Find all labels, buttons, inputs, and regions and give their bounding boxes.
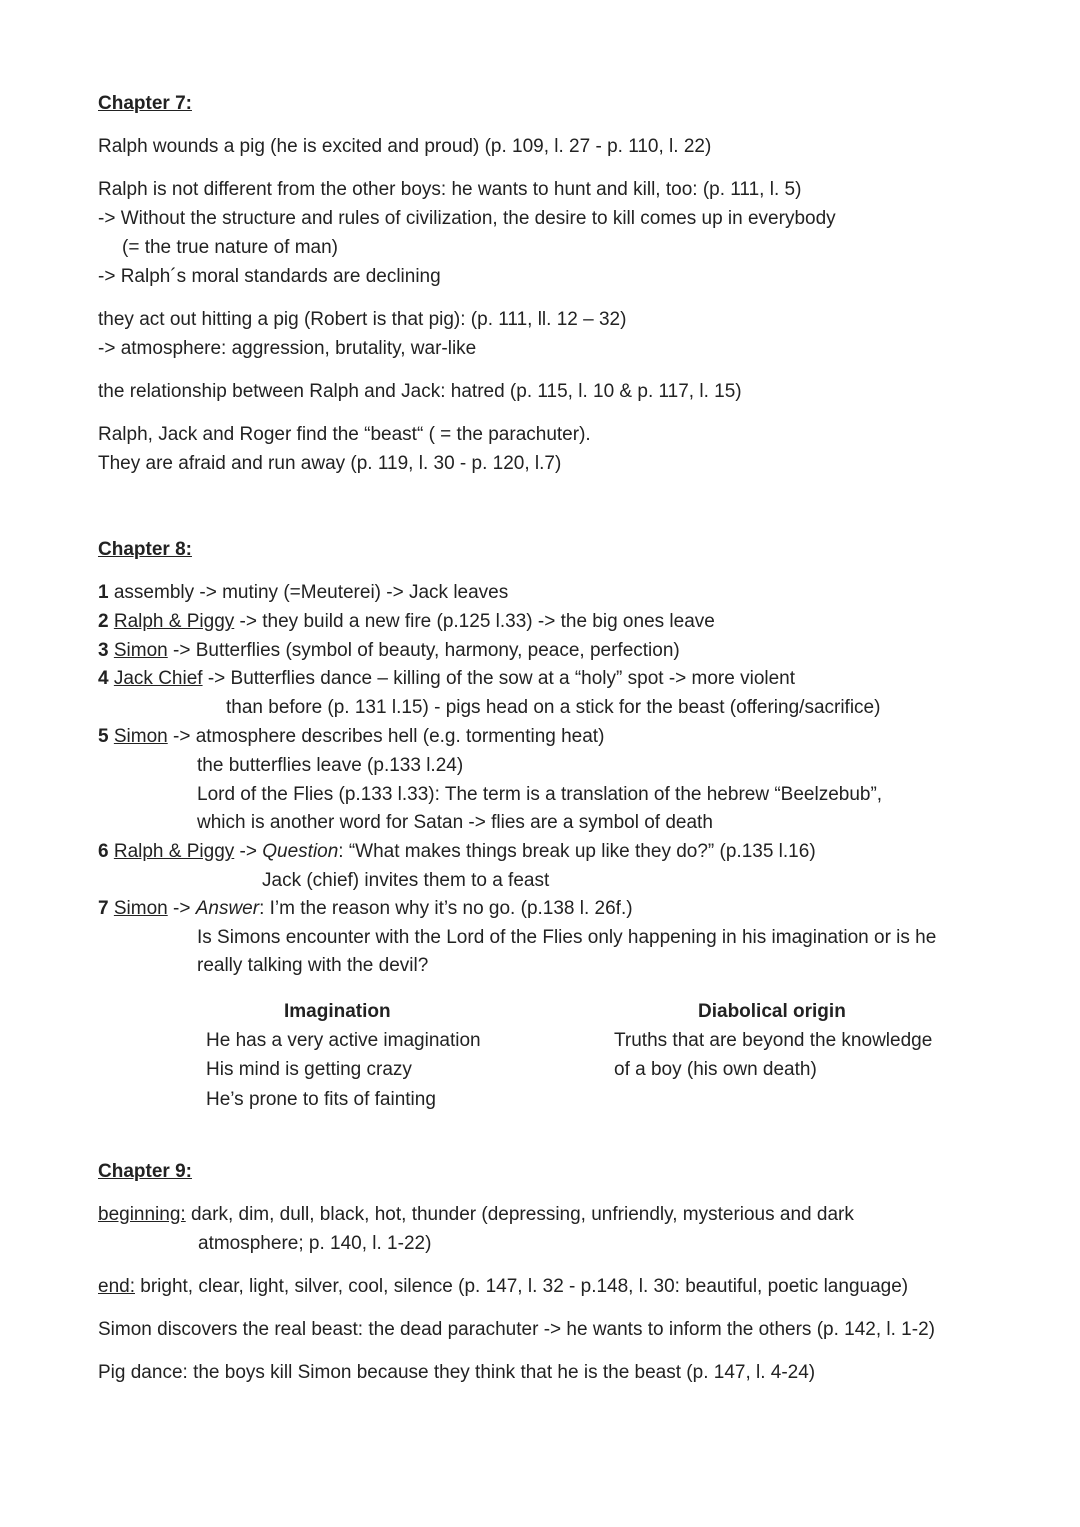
ch7-paragraph: Ralph is not different from the other boys: he wants to hunt and kill, too: (p. 111, l. 5) <box>98 179 802 200</box>
ch8-item-6-continuation: Jack (chief) invites them to a feast <box>262 870 550 891</box>
ch8-item-7-continuation: Is Simons encounter with the Lord of the Flies only happening in his imagination or is he <box>197 927 937 948</box>
ch9-paragraph: Pig dance: the boys kill Simon because they think that he is the beast (p. 147, l. 4-24) <box>98 1362 816 1383</box>
chapter-7-heading: Chapter 7: <box>98 93 192 114</box>
item-number: 6 <box>98 841 109 862</box>
ch8-item-7 <box>98 897 633 921</box>
ch8-item-4-continuation: than before (p. 131 l.15) - pigs head on a stick for the beast (offering/sacrifice) <box>226 697 881 718</box>
ch7-paragraph: Ralph wounds a pig (he is excited and proud) (p. 109, l. 27 - p. 110, l. 22) <box>98 136 712 157</box>
ch7-paragraph: (= the true nature of man) <box>122 237 338 258</box>
item-character: Simon <box>113 898 168 919</box>
ch7-paragraph: -> Ralph´s moral standards are declining <box>98 266 441 287</box>
ch8-item-5-continuation: Lord of the Flies (p.133 l.33): The term is a translation of the hebrew “Beelzebub”, <box>197 784 883 805</box>
item-number: 4 <box>98 668 109 689</box>
ch9-beginning-continuation: atmosphere; p. 140, l. 1-22) <box>198 1233 432 1254</box>
item-text: : “What makes things break up like they do?” (p.135 l.16) <box>338 841 816 862</box>
ch8-item-7-continuation: really talking with the devil? <box>197 955 429 976</box>
item-text: -> Butterflies dance – killing of the sow at a “holy” spot -> more violent <box>202 668 796 689</box>
imagination-heading: Imagination <box>284 1001 391 1022</box>
item-character: Jack Chief <box>113 668 203 689</box>
ch8-item-5-continuation: which is another word for Satan -> flies are a symbol of death <box>197 812 713 833</box>
item-text: assembly -> mutiny (=Meuterei) -> Jack leaves <box>113 582 509 603</box>
item-number: 7 <box>98 898 109 919</box>
item-character: Ralph & Piggy <box>113 611 235 632</box>
ch9-paragraph: Simon discovers the real beast: the dead parachuter -> he wants to inform the others (p. 142, l. 1-2) <box>98 1319 935 1340</box>
item-character: Simon <box>113 640 168 661</box>
diabolical-origin-point: Truths that are beyond the knowledge <box>614 1030 933 1051</box>
ch7-paragraph: They are afraid and run away (p. 119, l. 30 - p. 120, l.7) <box>98 453 562 474</box>
item-label: Question <box>262 841 339 862</box>
item-number: 5 <box>98 726 109 747</box>
ch7-paragraph: the relationship between Ralph and Jack: hatred (p. 115, l. 10 & p. 117, l. 15) <box>98 381 742 402</box>
item-number: 1 <box>98 582 109 603</box>
ch9-end <box>98 1275 908 1299</box>
item-character: Simon <box>113 726 168 747</box>
chapter-8-heading: Chapter 8: <box>98 539 192 560</box>
ch8-item-1 <box>98 581 508 605</box>
diabolical-origin-heading: Diabolical origin <box>698 1001 846 1022</box>
end-text: bright, clear, light, silver, cool, silence (p. 147, l. 32 - p.148, l. 30: beautiful, poetic language) <box>134 1276 909 1297</box>
ch7-paragraph: Ralph, Jack and Roger find the “beast“ ( = the parachuter). <box>98 424 591 445</box>
ch8-item-2 <box>98 610 715 634</box>
ch7-paragraph: -> atmosphere: aggression, brutality, war-like <box>98 338 477 359</box>
item-text: -> Butterflies (symbol of beauty, harmony, peace, perfection) <box>167 640 680 661</box>
item-text: : I’m the reason why it’s no go. (p.138 l. 26f.) <box>259 898 633 919</box>
diabolical-origin-point: of a boy (his own death) <box>614 1059 817 1080</box>
ch7-paragraph: -> Without the structure and rules of civilization, the desire to kill comes up in everybody <box>98 208 836 229</box>
item-text: -> atmosphere describes hell (e.g. tormenting heat) <box>167 726 605 747</box>
ch8-item-3 <box>98 639 680 663</box>
item-number: 2 <box>98 611 109 632</box>
ch9-beginning <box>98 1203 854 1227</box>
item-character: Ralph & Piggy <box>113 841 235 862</box>
imagination-point: His mind is getting crazy <box>206 1059 412 1080</box>
imagination-point: He has a very active imagination <box>206 1030 481 1051</box>
item-label: Answer <box>195 898 260 919</box>
chapter-9-heading: Chapter 9: <box>98 1161 192 1182</box>
end-label: end: <box>98 1276 135 1297</box>
item-number: 3 <box>98 640 109 661</box>
item-text: -> they build a new fire (p.125 l.33) -> the big ones leave <box>234 611 715 632</box>
ch8-item-5 <box>98 725 604 749</box>
ch8-item-6 <box>98 840 816 864</box>
ch8-item-5-continuation: the butterflies leave (p.133 l.24) <box>197 755 464 776</box>
ch8-item-4 <box>98 667 795 691</box>
beginning-label: beginning: <box>98 1204 186 1225</box>
item-arrow: -> <box>167 898 196 919</box>
ch7-paragraph: they act out hitting a pig (Robert is that pig): (p. 111, ll. 12 – 32) <box>98 309 627 330</box>
imagination-point: He’s prone to fits of fainting <box>206 1089 436 1110</box>
beginning-text: dark, dim, dull, black, hot, thunder (depressing, unfriendly, mysterious and dark <box>185 1204 854 1225</box>
item-arrow: -> <box>234 841 263 862</box>
